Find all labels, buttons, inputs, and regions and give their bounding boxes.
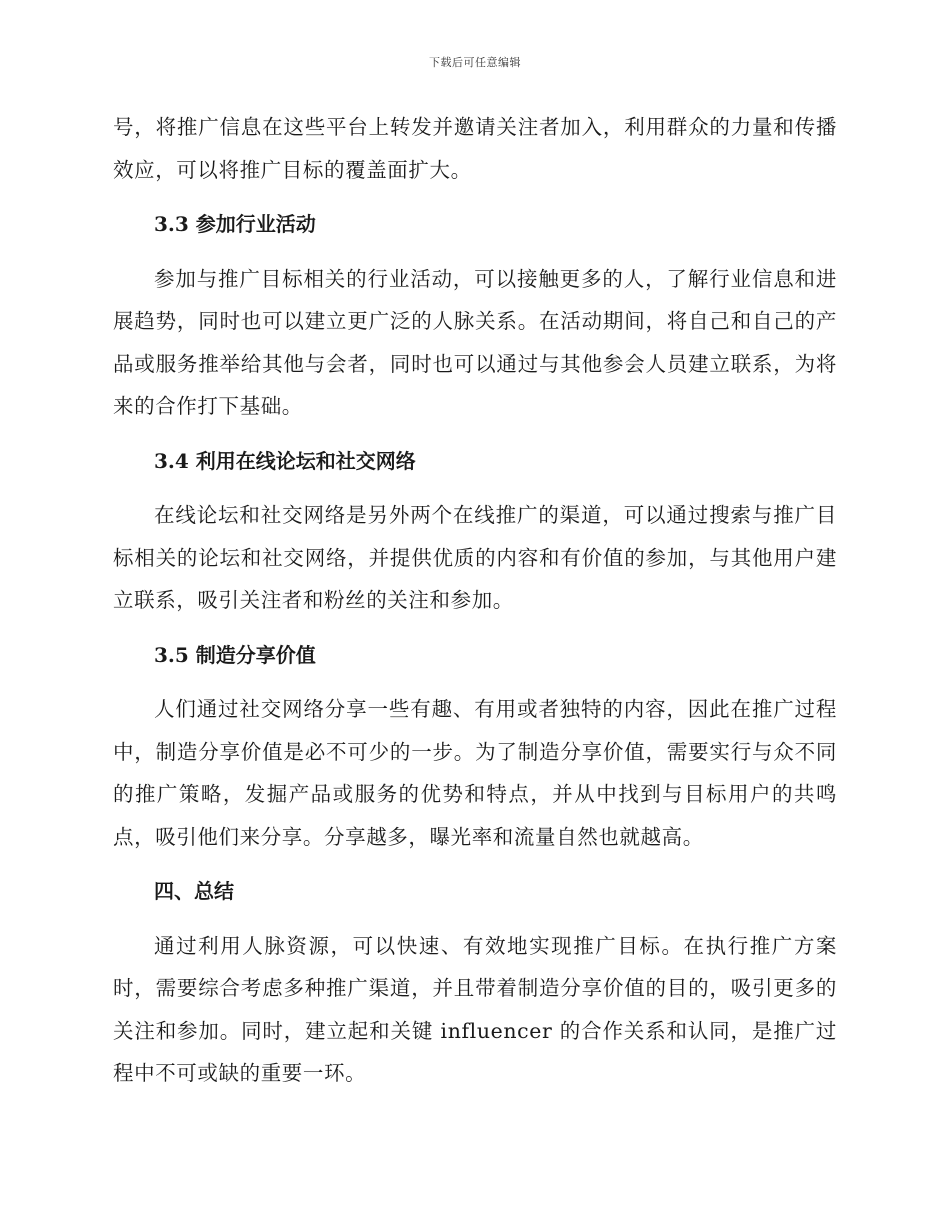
section-heading-3-5: 3.5 制造分享价值 xyxy=(154,642,316,667)
section-heading-3-3: 3.3 参加行业活动 xyxy=(154,212,316,236)
document-body xyxy=(113,106,837,1095)
paragraph-share-value: 人们通过社交网络分享一些有趣、有用或者独特的内容，因此在推广过程中，制造分享价值是必不可少的一步。为了制造分享价值，需要实行与众不同的推广策略，发掘产品或服务的优势和特点，并从中找到与目标用户的共鸣点，吸引他们来分享。分享越多，曝光率和流量自然也就越高。 xyxy=(113,697,837,849)
paragraph-continuation: 号，将推广信息在这些平台上转发并邀请关注者加入，利用群众的力量和传播效应，可以将推广目标的覆盖面扩大。 xyxy=(113,115,837,182)
paragraph-online-forums: 在线论坛和社交网络是另外两个在线推广的渠道，可以通过搜索与推广目标相关的论坛和社交网络，并提供优质的内容和有价值的参加，与其他用户建立联系，吸引关注者和粉丝的关注和参加。 xyxy=(113,503,837,612)
page-header: 下载后可任意编辑 xyxy=(429,56,521,69)
section-heading-summary: 四、总结 xyxy=(154,879,234,903)
paragraph-industry-events: 参加与推广目标相关的行业活动，可以接触更多的人，了解行业信息和进展趋势，同时也可以建立更广泛的人脉关系。在活动期间，将自己和自己的产品或服务推举给其他与会者，同时也可以通过与其他参会人员建立联系，为将来的合作打下基础。 xyxy=(113,266,837,418)
section-heading-3-4: 3.4 利用在线论坛和社交网络 xyxy=(154,448,416,473)
paragraph-summary: 通过利用人脉资源，可以快速、有效地实现推广目标。在执行推广方案时，需要综合考虑多种推广渠道，并且带着制造分享价值的目的，吸引更多的关注和参加。同时，建立起和关键 influencer 的合作关系和认同，是推广过程中不可或缺的重要一环。 xyxy=(113,933,837,1085)
